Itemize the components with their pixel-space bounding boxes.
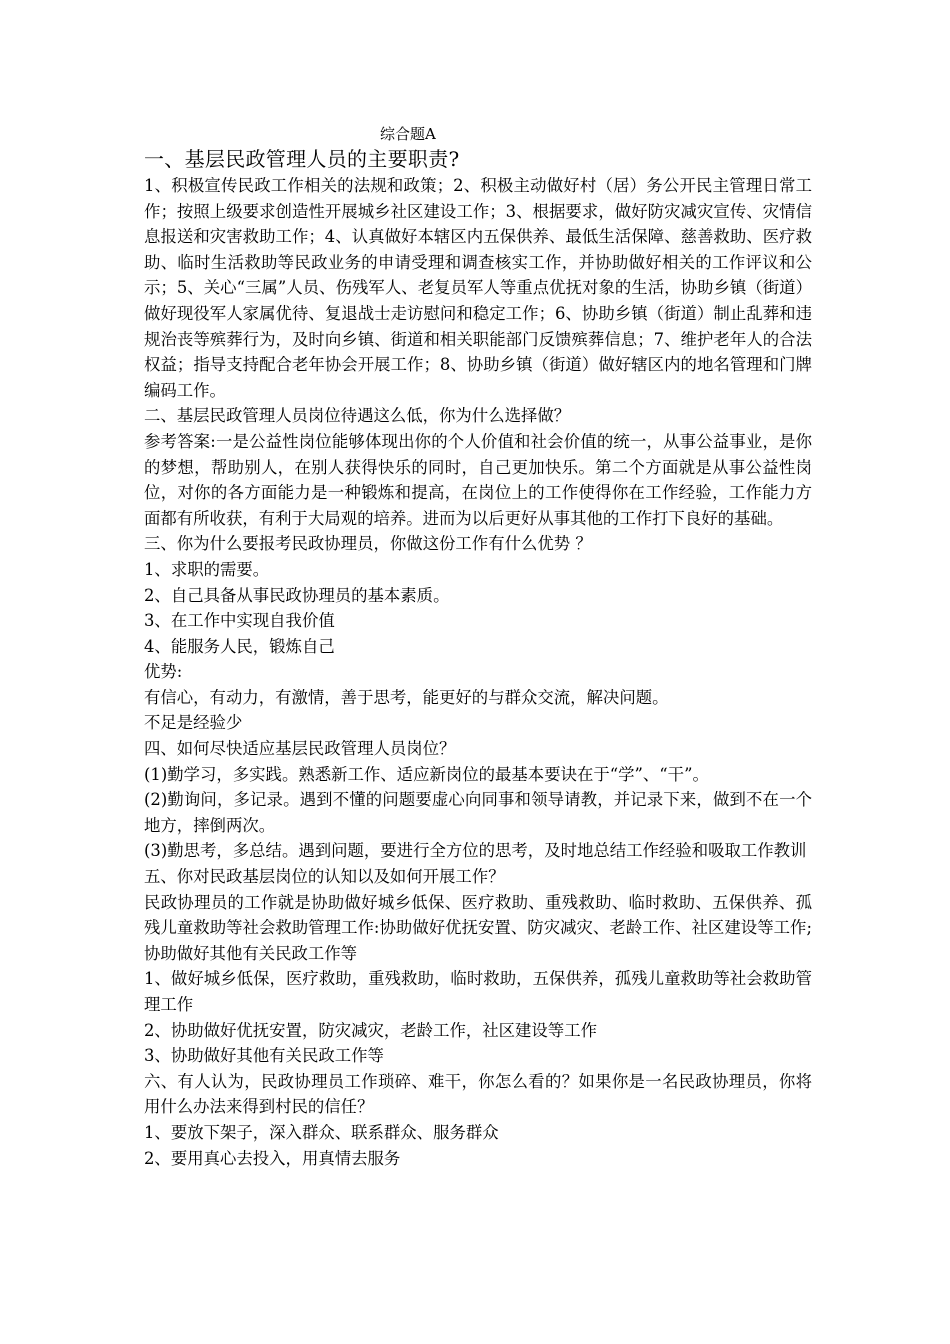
- section-5-heading: 五、你对民政基层岗位的认知以及如何开展工作？: [144, 867, 505, 887]
- section-1-heading: 一、基层民政管理人员的主要职责?: [144, 147, 460, 171]
- section-1-paragraph: 1、积极宣传民政工作相关的法规和政策；2、积极主动做好村（居）务公开民主管理日常工作；按照上级要求创造性开展城乡社区建设工作；3、根据要求，做好防灾减灾宣传、灾情信息报送和灾害救助工作；4、认真做好本辖区内五保供养、最低生活保障、慈善救助、医疗救助、临时生活救助等民政业务的申请受理和调查核实工作，并协助做好相关的工作评议和公示；5、关心“三属”人员、伤残军人、老复员军人等重点优抚对象的生活，协助乡镇（街道）做好现役军人家属优待、复退战士走访慰问和稳定工作；6、协助乡镇（街道）制止乱葬和违规治丧等殡葬行为，及时向乡镇、街道和相关职能部门反馈殡葬信息；7、维护老年人的合法权益；指导支持配合老年协会开展工作；8、协助乡镇（街道）做好辖区内的地名管理和门牌编码工作。: [144, 176, 812, 400]
- section-2-paragraph: 参考答案:一是公益性岗位能够体现出你的个人价值和社会价值的统一，从事公益事业，是你的梦想，帮助别人，在别人获得快乐的同时，自己更加快乐。第二个方面就是从事公益性岗位，对你的各方面能力是一种锻炼和提高，在岗位上的工作使得你在工作经验，工作能力方面都有所收获，有利于大局观的培养。进而为以后更好从事其他的工作打下良好的基础。: [144, 431, 812, 528]
- section-6-heading: 六、有人认为，民政协理员工作琐碎、难干，你怎么看的？如果你是一名民政协理员，你将用什么办法来得到村民的信任？: [144, 1071, 812, 1117]
- section-3-item-4: 4、能服务人民，锻炼自己: [144, 636, 335, 656]
- section-3-heading: 三、你为什么要报考民政协理员，你做这份工作有什么优势 ？: [144, 534, 592, 554]
- section-4-item-3: (3)勤思考，多总结。遇到问题，要进行全方位的思考，及时地总结工作经验和吸取工作教训: [144, 841, 807, 861]
- section-4-heading: 四、如何尽快适应基层民政管理人员岗位？: [144, 739, 456, 759]
- section-3-item-1: 1、求职的需要。: [144, 559, 270, 579]
- section-5-paragraph: 民政协理员的工作就是协助做好城乡低保、医疗救助、重残救助、临时救助、五保供养、孤残儿童救助等社会救助管理工作:协助做好优抚安置、防灾减灾、老龄工作、社区建设等工作;协助做好其他有关民政工作等: [144, 892, 812, 963]
- section-3-advantage-label: 优势:: [144, 662, 183, 682]
- section-5-item-1: 1、做好城乡低保，医疗救助，重残救助，临时救助，五保供养，孤残儿童救助等社会救助管理工作: [144, 969, 812, 1014]
- section-3-item-2: 2、自己具备从事民政协理员的基本素质。: [144, 585, 450, 605]
- section-3-advantage-text: 有信心，有动力，有激情，善于思考，能更好的与群众交流，解决问题。: [144, 687, 669, 707]
- section-5-item-3: 3、协助做好其他有关民政工作等: [144, 1046, 384, 1066]
- section-4-item-1: (1)勤学习，多实践。熟悉新工作、适应新岗位的最基本要诀在于“学”、“干”。: [144, 764, 709, 784]
- section-6-item-1: 1、要放下架子，深入群众、联系群众、服务群众: [144, 1122, 499, 1142]
- document-title: 综合题A: [380, 125, 436, 143]
- section-5-item-2: 2、协助做好优抚安置，防灾减灾，老龄工作，社区建设等工作: [144, 1020, 597, 1040]
- section-6-item-2: 2、要用真心去投入，用真情去服务: [144, 1148, 401, 1168]
- section-4-item-2: (2)勤询问，多记录。遇到不懂的问题要虚心向同事和领导请教，并记录下来，做到不在一个地方，摔倒两次。: [144, 790, 812, 835]
- section-3-item-3: 3、在工作中实现自我价值: [144, 611, 335, 631]
- section-2-heading: 二、基层民政管理人员岗位待遇这么低，你为什么选择做？: [144, 406, 571, 426]
- document-page: [144, 124, 812, 1171]
- section-3-weakness-text: 不足是经验少: [144, 713, 243, 733]
